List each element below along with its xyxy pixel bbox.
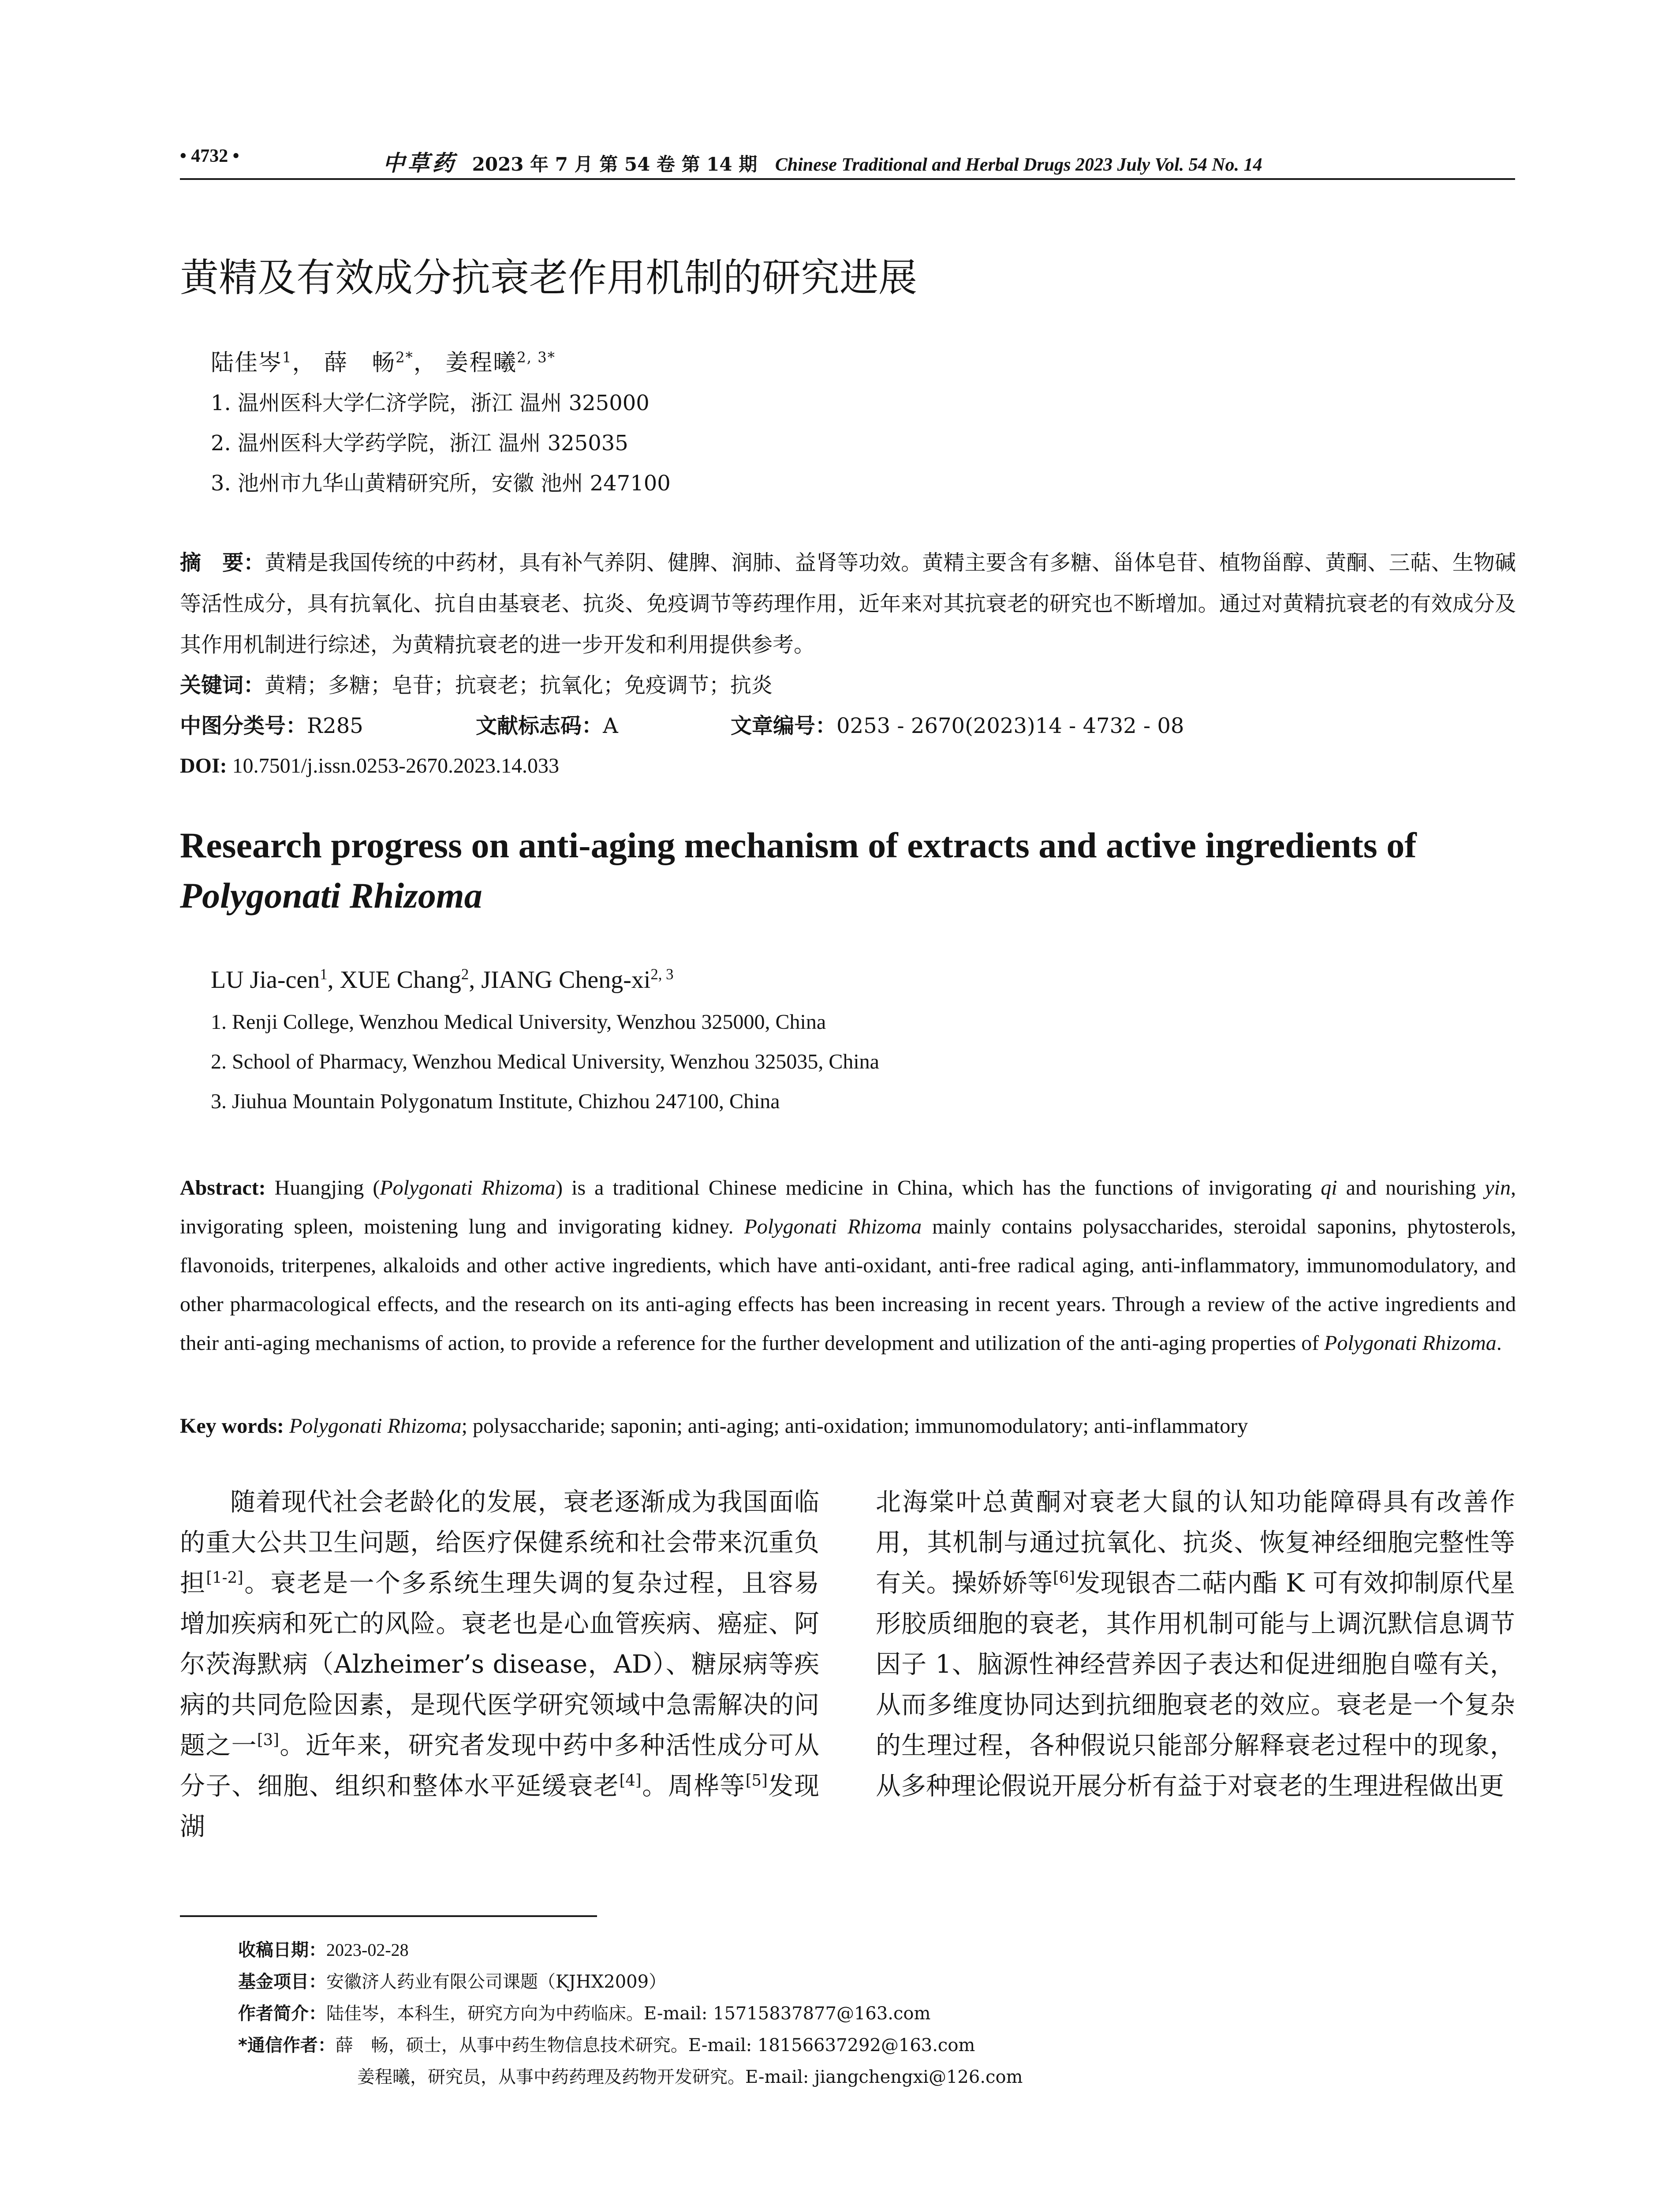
author-name-en: XUE Chang [340,966,461,994]
footnote-corresponding-2: 姜程曦，研究员，从事中药药理及药物开发研究。E-mail: jiangchengxi@126.com [357,2067,1023,2087]
footnote-text: 陆佳岑，本科生，研究方向为中药临床。E-mail: 15715837877@163.com [326,2003,931,2024]
page-number: • 4732 • [180,146,239,166]
author-name: 陆佳岑 [211,350,283,376]
title-en-line1: Research progress on anti-aging mechanism of extracts and active ingredients of [180,825,1417,865]
abstract-en-text: Huangjing ( [265,1176,380,1200]
body-column-left [180,1482,819,1847]
keywords-cn-label: 关键词： [180,673,265,698]
journal-name-cn: 中草药 [383,150,457,176]
body-text: 。周桦等 [641,1771,746,1801]
author-affil-sup: 2 [461,965,469,983]
abstract-en-label: Abstract: [180,1176,266,1200]
keywords-en-label: Key words: [180,1414,284,1438]
abstract-en [180,1169,1516,1363]
author-affil-sup: 2, 3* [517,349,556,366]
abstract-en-text: and nourishing [1337,1176,1485,1200]
abstract-en-italic: qi [1321,1176,1337,1200]
article-title-cn: 黄精及有效成分抗衰老作用机制的研究进展 [180,255,918,300]
doc-code-label: 文献标志码： [476,714,603,738]
keywords-en [180,1407,1516,1446]
citation-ref: [3] [257,1731,280,1749]
article-no-label: 文章编号： [731,714,837,738]
author-name-en: LU Jia-cen [211,966,320,994]
abstract-en-text: ) is a traditional Chinese medicine in China, which has the functions of invigorating [556,1176,1321,1200]
body-text: 发现湖 [180,1771,820,1841]
affiliation-en-1: 1. Renji College, Wenzhou Medical University, Wenzhou 325000, China [211,1010,826,1034]
footnote-label: *通信作者： [238,2035,336,2056]
body-text: 发现银杏二萜内酯 K 可有效抑制原代星形胶质细胞的衰老，其作用机制可能与上调沉默信息调节因子 1、脑源性神经营养因子表达和促进细胞自噬有关，从而多维度协同达到抗细胞衰老的效应。衰老是一个复杂的生理过程，各种假说只能部分解释衰老过程中的现象，从多种理论假说开展分析有益于对衰老的生理进程做出更 [876,1569,1515,1801]
classification-line [180,706,1516,747]
affiliation-cn-3: 3. 池州市九华山黄精研究所，安徽 池州 247100 [211,471,671,496]
clc-value: R285 [307,714,363,738]
author-affil-sup: 2* [396,349,414,366]
abstract-cn-label: 摘 要： [180,550,265,575]
journal-name-en: Chinese Traditional and Herbal Drugs 2023 July Vol. 54 No. 14 [775,155,1262,175]
body-text: 随着现代社会老龄化的发展，衰老逐渐成为我国面临的重大公共卫生问题，给医疗保健系统和社会带来沉重负担 [180,1487,819,1598]
author-affil-sup: 1 [320,965,328,983]
affiliation-cn-1: 1. 温州医科大学仁济学院，浙江 温州 325000 [211,391,650,415]
header-rule [180,178,1515,180]
footnote-received [238,1936,409,1961]
citation-ref: [4] [619,1771,642,1790]
body-text: 。衰老是一个多系统生理失调的复杂过程，且容易增加疾病和死亡的风险。衰老也是心血管疾病、癌症、阿尔茨海默病（Alzheimer’s disease，AD）、糖尿病等疾病的共同危险因素，是现代医学研究领域中急需解决的问题之一 [180,1569,820,1760]
abstract-en-italic: yin [1485,1176,1511,1200]
issue-info-cn: 2023 年 7 月 第 54 卷 第 14 期 [472,153,758,175]
citation-ref: [6] [1053,1569,1075,1587]
author-list-en: LU Jia-cen$^1$, XUE Chang$^2$, JIANG Cheng-xi$^{2, 3}$ [211,965,674,994]
doi-label: DOI: [180,754,227,777]
author-affil-sup: 2, 3 [650,965,674,983]
title-en-line2: Polygonati Rhizoma [180,875,482,916]
author-name: 薛 畅 [324,350,396,376]
abstract-en-italic: Polygonati Rhizoma [1324,1331,1497,1355]
article-title-en [180,820,1520,921]
abstract-en-text: , invigorating spleen, moistening lung and invigorating kidney. [180,1176,1516,1238]
body-text: 北海棠叶总黄酮对衰老大鼠的认知功能障碍具有改善作用，其机制与通过抗氧化、抗炎、恢复神经细胞完整性等有关。操娇娇等 [876,1487,1515,1598]
author-affil-sup: 1 [282,349,292,366]
footnote-text: 安徽济人药业有限公司课题（KJHX2009） [326,1972,667,1992]
author-name-en: JIANG Cheng-xi [481,966,651,994]
citation-ref: [5] [745,1771,768,1790]
running-header [383,146,1262,176]
keywords-cn [180,665,1516,706]
keywords-cn-text: 黄精；多糖；皂苷；抗衰老；抗氧化；免疫调节；抗炎 [265,673,773,698]
abstract-cn [180,542,1516,665]
article-no-value: 0253 - 2670(2023)14 - 4732 - 08 [836,714,1184,738]
body-paragraph [180,1482,819,1847]
doc-code-value: A [603,714,618,738]
abstract-en-italic: Polygonati Rhizoma [744,1215,922,1238]
footnote-rule [180,1915,597,1917]
abstract-en-text: mainly contains polysaccharides, steroidal saponins, phytosterols, flavonoids, triterpenes, alkaloids and other active ingredients, which have anti-oxidant, anti-free radical aging, anti-inflammatory, immunomodulatory, and other pharmacological effects, and the research on its anti-aging effects has been increasing in recent years. Through a review of the active ingredients and their anti-aging mechanisms of action, to provide a reference for the further development and utilization of the anti-aging properties of [180,1215,1516,1355]
footnote-label: 基金项目： [238,1972,326,1992]
abstract-en-italic: Polygonati Rhizoma [380,1176,556,1200]
affiliation-cn-2: 2. 温州医科大学药学院，浙江 温州 325035 [211,431,628,456]
footnote-text: 2023-02-28 [326,1940,409,1960]
author-list-cn: 陆佳岑$^1$， 薛 畅$^{2*}$， 姜程曦$^{2, 3*}$ [211,349,556,376]
body-text: 。近年来，研究者发现中药中多种活性成分可从分子、细胞、组织和整体水平延缓衰老 [180,1731,820,1801]
footnote-label: 收稿日期： [238,1940,326,1960]
keywords-en-text: ; polysaccharide; saponin; anti-aging; anti-oxidation; immunomodulatory; anti-inflammatory [461,1414,1248,1438]
affiliation-en-3: 3. Jiuhua Mountain Polygonatum Institute, Chizhou 247100, China [211,1090,780,1113]
footnote-text: 薛 畅，硕士，从事中药生物信息技术研究。E-mail: 18156637292@163.com [335,2035,975,2056]
doi-line [180,745,1516,786]
body-column-right [876,1482,1515,1806]
citation-ref: [1-2] [206,1569,243,1587]
abstract-en-text: . [1496,1331,1502,1355]
affiliation-en-2: 2. School of Pharmacy, Wenzhou Medical University, Wenzhou 325035, China [211,1050,879,1073]
footnote-fund [238,1968,666,1993]
doi-value: 10.7501/j.issn.0253-2670.2023.14.033 [232,754,560,777]
footnote-corresponding [238,2031,975,2056]
abstract-cn-text: 黄精是我国传统的中药材，具有补气养阴、健脾、润肺、益肾等功效。黄精主要含有多糖、甾体皂苷、植物甾醇、黄酮、三萜、生物碱等活性成分，具有抗氧化、抗自由基衰老、抗炎、免疫调节等药理作用，近年来对其抗衰老的研究也不断增加。通过对黄精抗衰老的有效成分及其作用机制进行综述，为黄精抗衰老的进一步开发和利用提供参考。 [180,550,1516,657]
keywords-en-italic: Polygonati Rhizoma [289,1414,462,1438]
body-paragraph [876,1482,1515,1806]
clc-label: 中图分类号： [180,714,307,738]
author-name: 姜程曦 [445,350,517,376]
footnote-label: 作者简介： [238,2003,326,2024]
footnote-author-bio [238,1999,930,2025]
